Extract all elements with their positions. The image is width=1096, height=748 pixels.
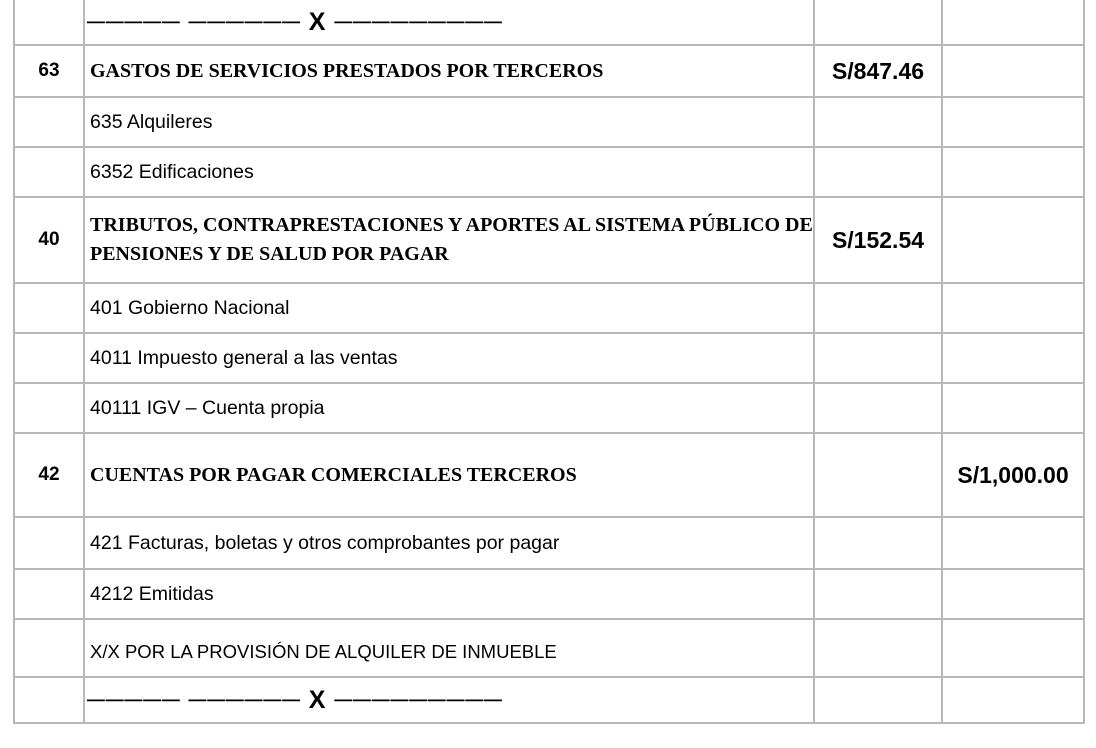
code-cell — [14, 677, 84, 723]
table-row — [14, 283, 1084, 333]
credit-amount — [942, 97, 1084, 147]
credit-cell — [942, 677, 1084, 723]
account-code — [14, 333, 84, 383]
credit-amount — [942, 517, 1084, 569]
table-row — [14, 45, 1084, 97]
credit-amount — [942, 283, 1084, 333]
debit-amount: S/152.54 — [814, 197, 942, 283]
separator-row-bottom — [14, 677, 1084, 723]
code-cell — [14, 619, 84, 677]
debit-cell — [814, 619, 942, 677]
account-description: 4212 Emitidas — [84, 569, 814, 619]
account-code: 42 — [14, 433, 84, 517]
code-cell — [14, 0, 84, 45]
account-description: 4011 Impuesto general a las ventas — [84, 333, 814, 383]
account-description: GASTOS DE SERVICIOS PRESTADOS POR TERCEROS — [84, 45, 814, 97]
account-description: 421 Facturas, boletas y otros comprobantes por pagar — [84, 517, 814, 569]
journal-entry-table — [13, 0, 1085, 724]
account-description: 401 Gobierno Nacional — [84, 283, 814, 333]
account-code: 40 — [14, 197, 84, 283]
debit-cell — [814, 677, 942, 723]
entry-gloss: X/X POR LA PROVISIÓN DE ALQUILER DE INMUEBLE — [84, 619, 814, 677]
debit-amount — [814, 433, 942, 517]
separator-line: ───── ────── X ───────── — [84, 677, 814, 723]
table-row — [14, 333, 1084, 383]
debit-amount: S/847.46 — [814, 45, 942, 97]
table-row — [14, 433, 1084, 517]
account-description: TRIBUTOS, CONTRAPRESTACIONES Y APORTES AL SISTEMA PÚBLICO DE PENSIONES Y DE SALUD POR PAGAR — [84, 197, 814, 283]
table-row — [14, 197, 1084, 283]
credit-cell — [942, 0, 1084, 45]
credit-amount — [942, 333, 1084, 383]
table-row — [14, 569, 1084, 619]
account-description: 40111 IGV – Cuenta propia — [84, 383, 814, 433]
debit-amount — [814, 333, 942, 383]
account-code — [14, 147, 84, 197]
table-row — [14, 147, 1084, 197]
debit-amount — [814, 97, 942, 147]
debit-amount — [814, 147, 942, 197]
table-row — [14, 97, 1084, 147]
account-code — [14, 383, 84, 433]
credit-cell — [942, 619, 1084, 677]
account-description: CUENTAS POR PAGAR COMERCIALES TERCEROS — [84, 433, 814, 517]
debit-amount — [814, 569, 942, 619]
account-code — [14, 517, 84, 569]
debit-amount — [814, 283, 942, 333]
separator-line: ───── ────── X ───────── — [84, 0, 814, 45]
account-code — [14, 283, 84, 333]
credit-amount — [942, 383, 1084, 433]
gloss-row — [14, 619, 1084, 677]
credit-amount — [942, 569, 1084, 619]
separator-row-top — [14, 0, 1084, 45]
credit-amount — [942, 147, 1084, 197]
account-code — [14, 97, 84, 147]
table-row — [14, 517, 1084, 569]
credit-amount: S/1,000.00 — [942, 433, 1084, 517]
account-description: 6352 Edificaciones — [84, 147, 814, 197]
account-description: 635 Alquileres — [84, 97, 814, 147]
debit-cell — [814, 0, 942, 45]
table-row — [14, 383, 1084, 433]
account-code: 63 — [14, 45, 84, 97]
debit-amount — [814, 383, 942, 433]
debit-amount — [814, 517, 942, 569]
account-code — [14, 569, 84, 619]
credit-amount — [942, 45, 1084, 97]
credit-amount — [942, 197, 1084, 283]
